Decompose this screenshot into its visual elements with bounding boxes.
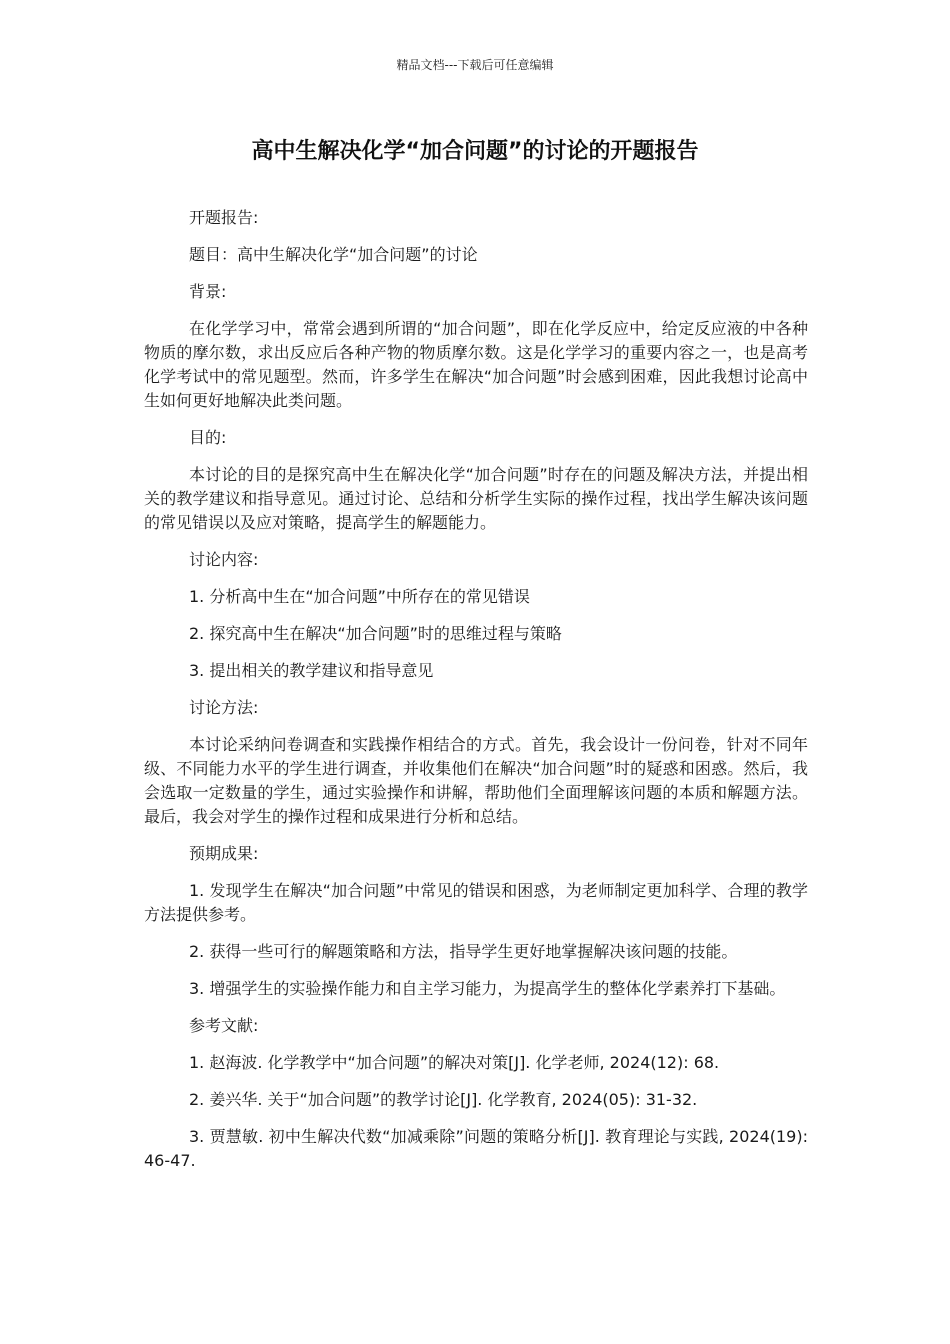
topic-line: 题目：高中生解决化学“加合问题”的讨论: [189, 245, 478, 264]
heading-references: 参考文献:: [189, 1016, 259, 1035]
content-item-3: 3. 提出相关的教学建议和指导意见: [189, 661, 434, 680]
document-body: [144, 206, 808, 1186]
document-title: 高中生解决化学“加合问题”的讨论的开题报告: [251, 139, 699, 164]
method-paragraph: 本讨论采纳问卷调查和实践操作相结合的方式。首先，我会设计一份问卷，针对不同年级、不同能力水平的学生进行调查，并收集他们在解决“加合问题”时的疑惑和困惑。然后，我会选取一定数量的学生，通过实验操作和讲解，帮助他们全面理解该问题的本质和解题方法。最后，我会对学生的操作过程和成果进行分析和总结。: [144, 735, 808, 826]
heading-method: 讨论方法:: [189, 698, 259, 717]
reference-item-3: 3. 贾慧敏. 初中生解决代数“加减乘除”问题的策略分析[J]. 教育理论与实践, 2024(19): 46-47.: [144, 1127, 808, 1170]
result-item-2: 2. 获得一些可行的解题策略和方法，指导学生更好地掌握解决该问题的技能。: [189, 942, 738, 961]
heading-proposal: 开题报告:: [189, 208, 259, 227]
content-item-1: 1. 分析高中生在“加合问题”中所存在的常见错误: [189, 587, 530, 606]
heading-purpose: 目的:: [189, 428, 227, 447]
reference-item-1: 1. 赵海波. 化学教学中“加合问题”的解决对策[J]. 化学老师, 2024(12): 68.: [189, 1053, 720, 1072]
result-item-3: 3. 增强学生的实验操作能力和自主学习能力，为提高学生的整体化学素养打下基础。: [189, 979, 786, 998]
result-item-1: 1. 发现学生在解决“加合问题”中常见的错误和困惑，为老师制定更加科学、合理的教学方法提供参考。: [144, 881, 808, 924]
heading-background: 背景:: [189, 282, 227, 301]
heading-expected-results: 预期成果:: [189, 844, 259, 863]
page-header-watermark: 精品文档---下载后可任意编辑: [396, 58, 554, 72]
content-item-2: 2. 探究高中生在解决“加合问题”时的思维过程与策略: [189, 624, 562, 643]
purpose-paragraph: 本讨论的目的是探究高中生在解决化学“加合问题”时存在的问题及解决方法，并提出相关的教学建议和指导意见。通过讨论、总结和分析学生实际的操作过程，找出学生解决该问题的常见错误以及应对策略，提高学生的解题能力。: [144, 465, 808, 532]
background-paragraph: 在化学学习中，常常会遇到所谓的“加合问题”，即在化学反应中，给定反应液的中各种物质的摩尔数，求出反应后各种产物的物质摩尔数。这是化学学习的重要内容之一，也是高考化学考试中的常见题型。然而，许多学生在解决“加合问题”时会感到困难，因此我想讨论高中生如何更好地解决此类问题。: [144, 319, 808, 410]
reference-item-2: 2. 姜兴华. 关于“加合问题”的教学讨论[J]. 化学教育, 2024(05): 31-32.: [189, 1090, 698, 1109]
heading-content: 讨论内容:: [189, 550, 259, 569]
